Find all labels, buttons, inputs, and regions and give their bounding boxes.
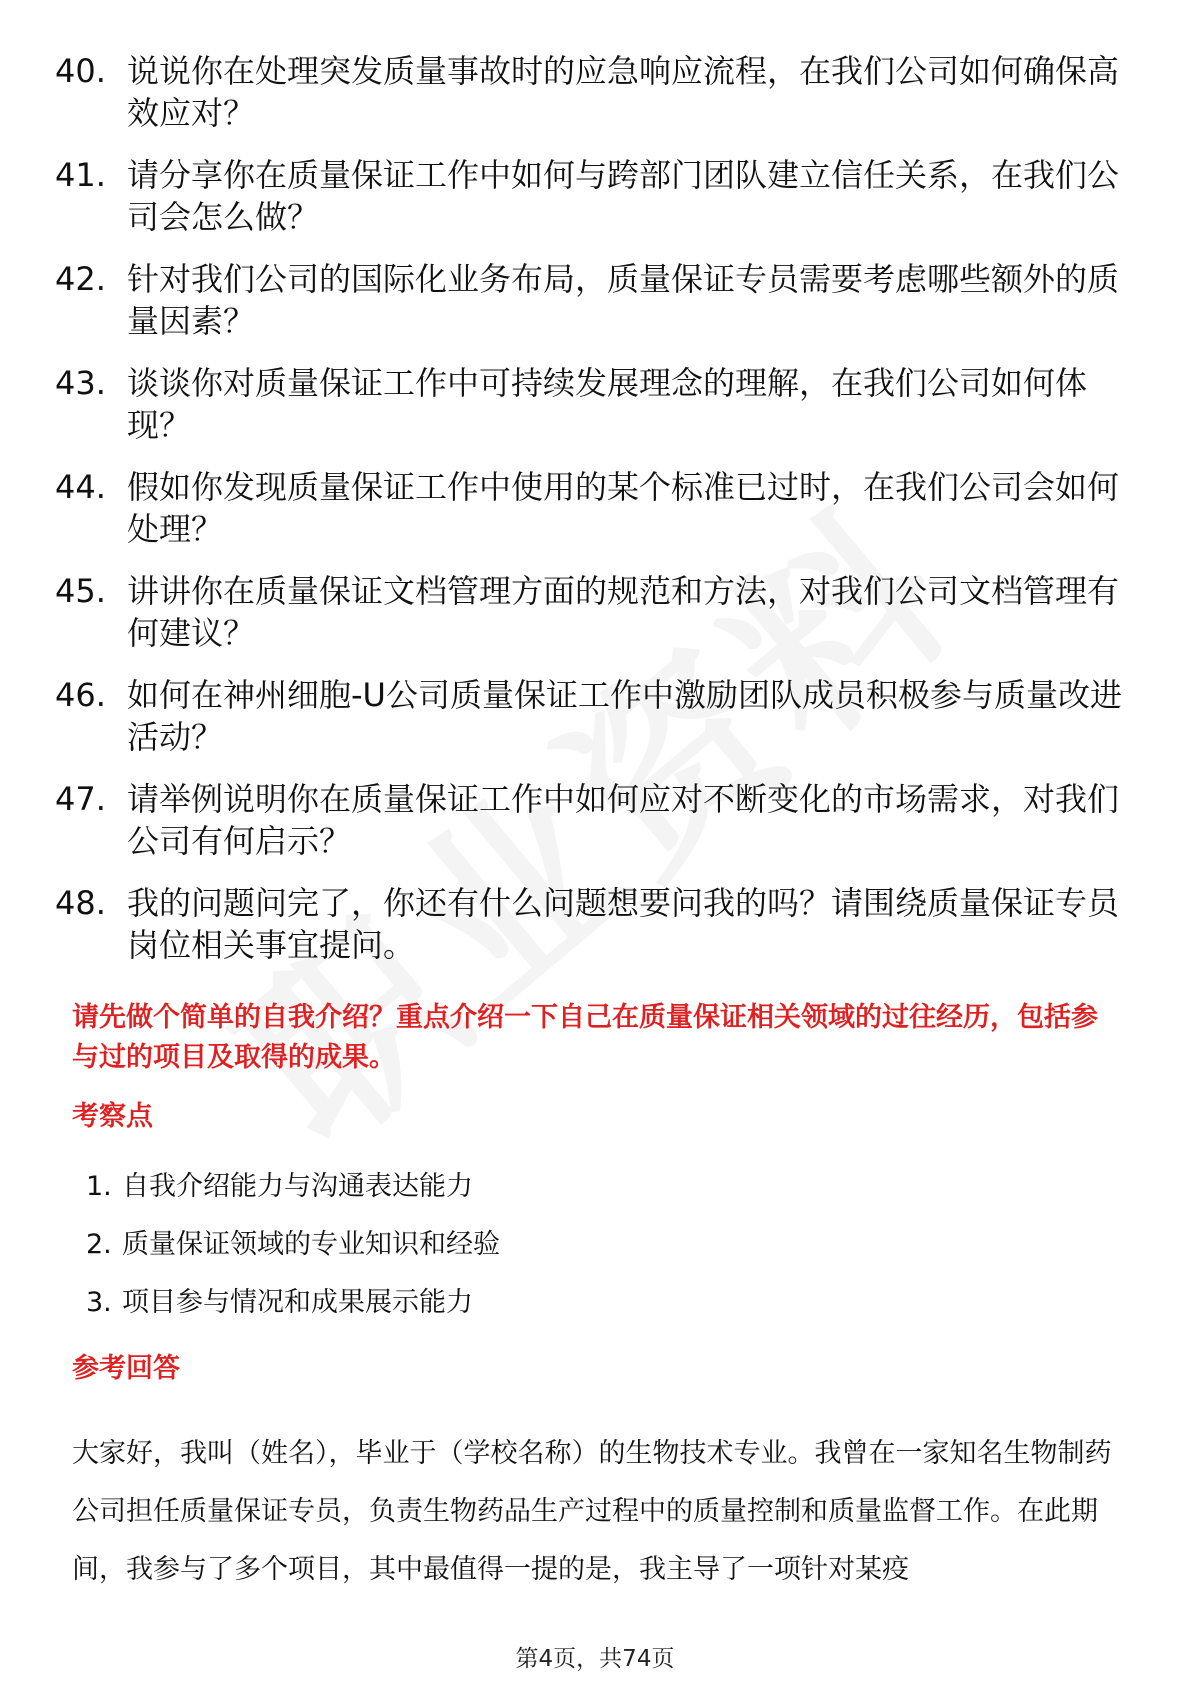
question-text: 我的问题问完了，你还有什么问题想要问我的吗？请围绕质量保证专员岗位相关事宜提问。 [127,884,1120,964]
answer-title: 参考回答 [72,1353,180,1384]
answer-text: 大家好，我叫（姓名），毕业于（学校名称）的生物技术专业。我曾在一家知名生物制药公司担任质量保证专员，负责生物药品生产过程中的质量控制和质量监督工作。在此期间，我参与了多个项目，其中最值得一提的是，我主导了一项针对某疫 [72,1438,1112,1585]
focus-title: 考察点 [72,1101,153,1132]
question-item [55,882,1135,966]
question-item [55,466,1135,550]
intro-question: 请先做个简单的自我介绍？重点介绍一下自己在质量保证相关领域的过往经历，包括参与过的项目及取得的成果。 [72,1002,1098,1073]
focus-point-number: 2. [86,1229,112,1260]
question-item [55,258,1135,342]
question-text: 如何在神州细胞-U公司质量保证工作中激励团队成员积极参与质量改进活动？ [127,676,1122,756]
question-number: 44. [55,468,106,506]
focus-point-text: 自我介绍能力与沟通表达能力 [122,1171,473,1202]
question-text: 谈谈你对质量保证工作中可持续发展理念的理解，在我们公司如何体现？ [127,364,1088,444]
question-number: 43. [55,364,106,402]
question-item [55,778,1135,862]
focus-point [72,1170,500,1228]
question-item [55,50,1135,134]
focus-point-text: 质量保证领域的专业知识和经验 [122,1229,500,1260]
focus-point-number: 1. [86,1171,112,1202]
page-footer: 第4页，共74页 [515,1646,675,1672]
question-text: 说说你在处理突发质量事故时的应急响应流程，在我们公司如何确保高效应对？ [127,52,1120,132]
question-text: 讲讲你在质量保证文档管理方面的规范和方法，对我们公司文档管理有何建议？ [127,572,1120,652]
question-number: 47. [55,780,106,818]
question-number: 42. [55,260,106,298]
question-number: 45. [55,572,106,610]
question-item [55,674,1135,758]
question-text: 请分享你在质量保证工作中如何与跨部门团队建立信任关系，在我们公司会怎么做？ [127,156,1120,236]
question-text: 针对我们公司的国际化业务布局，质量保证专员需要考虑哪些额外的质量因素？ [127,260,1120,340]
question-text: 请举例说明你在质量保证工作中如何应对不断变化的市场需求，对我们公司有何启示？ [127,780,1120,860]
question-item [55,362,1135,446]
focus-point [72,1286,500,1344]
question-text: 假如你发现质量保证工作中使用的某个标准已过时，在我们公司会如何处理？ [127,468,1120,548]
focus-point [72,1228,500,1286]
question-number: 41. [55,156,106,194]
question-list [55,50,1135,986]
question-item [55,570,1135,654]
question-item [55,154,1135,238]
focus-point-number: 3. [86,1287,112,1318]
focus-point-text: 项目参与情况和成果展示能力 [122,1287,473,1318]
question-number: 40. [55,52,106,90]
question-number: 48. [55,884,106,922]
question-number: 46. [55,676,106,714]
focus-point-list [72,1170,500,1344]
